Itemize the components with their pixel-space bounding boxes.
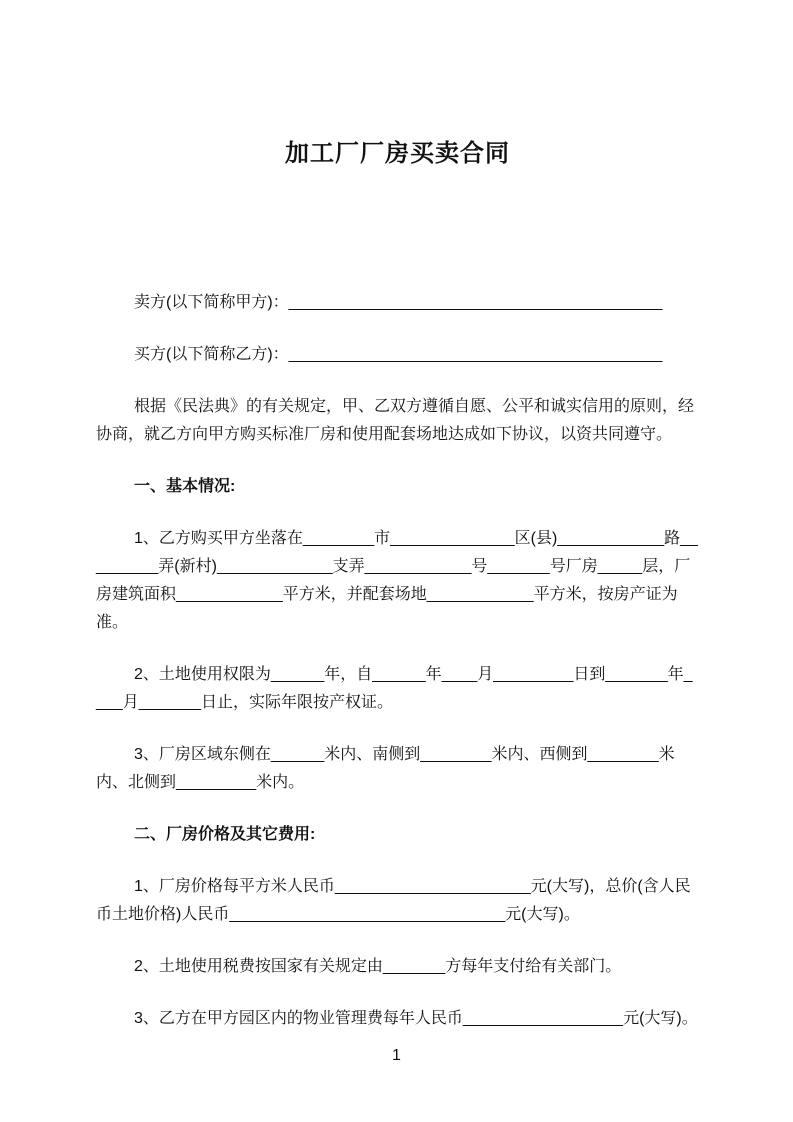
- section-1-heading: 一、基本情况:: [134, 478, 236, 495]
- buyer-line: 买方(以下简称乙方)：__________________________________________: [134, 346, 663, 363]
- preamble-paragraph: 根据《民法典》的有关规定，甲、乙双方遵循自愿、公平和诚实信用的原则，经协商，就乙方向甲方购买标准厂房和使用配套场地达成如下协议，以资共同遵守。: [96, 398, 695, 443]
- section-1-item-2: 2、土地使用权限为______年，自______年____月_________日到_______年____月_______日止，实际年限按产权证。: [96, 666, 693, 711]
- section-2-item-2: 2、土地使用税费按国家有关规定由_______方每年支付给有关部门。: [134, 958, 622, 975]
- section-1-item-3: 3、厂房区域东侧在______米内、南侧到________米内、西侧到________米内、北侧到_________米内。: [96, 746, 675, 791]
- section-2-item-3: 3、乙方在甲方园区内的物业管理费每年人民币__________________元(大写)。: [134, 1010, 698, 1027]
- section-1-item-1: 1、乙方购买甲方坐落在________市______________区(县)____________路_________弄(新村)_____________支弄____________号_______号厂房_____层，厂房建筑面积____________平方米，并配套场地____________平方米，按房产证为准。: [96, 530, 698, 631]
- document-title: 加工厂厂房买卖合同: [285, 140, 510, 167]
- section-2-heading: 二、厂房价格及其它费用:: [134, 826, 316, 843]
- page-number: 1: [392, 1047, 401, 1064]
- section-2-item-1: 1、厂房价格每平方米人民币______________________元(大写)，总价(含人民币土地价格)人民币_______________________________元(大写)。: [96, 878, 691, 923]
- seller-line: 卖方(以下简称甲方)：__________________________________________: [134, 294, 663, 311]
